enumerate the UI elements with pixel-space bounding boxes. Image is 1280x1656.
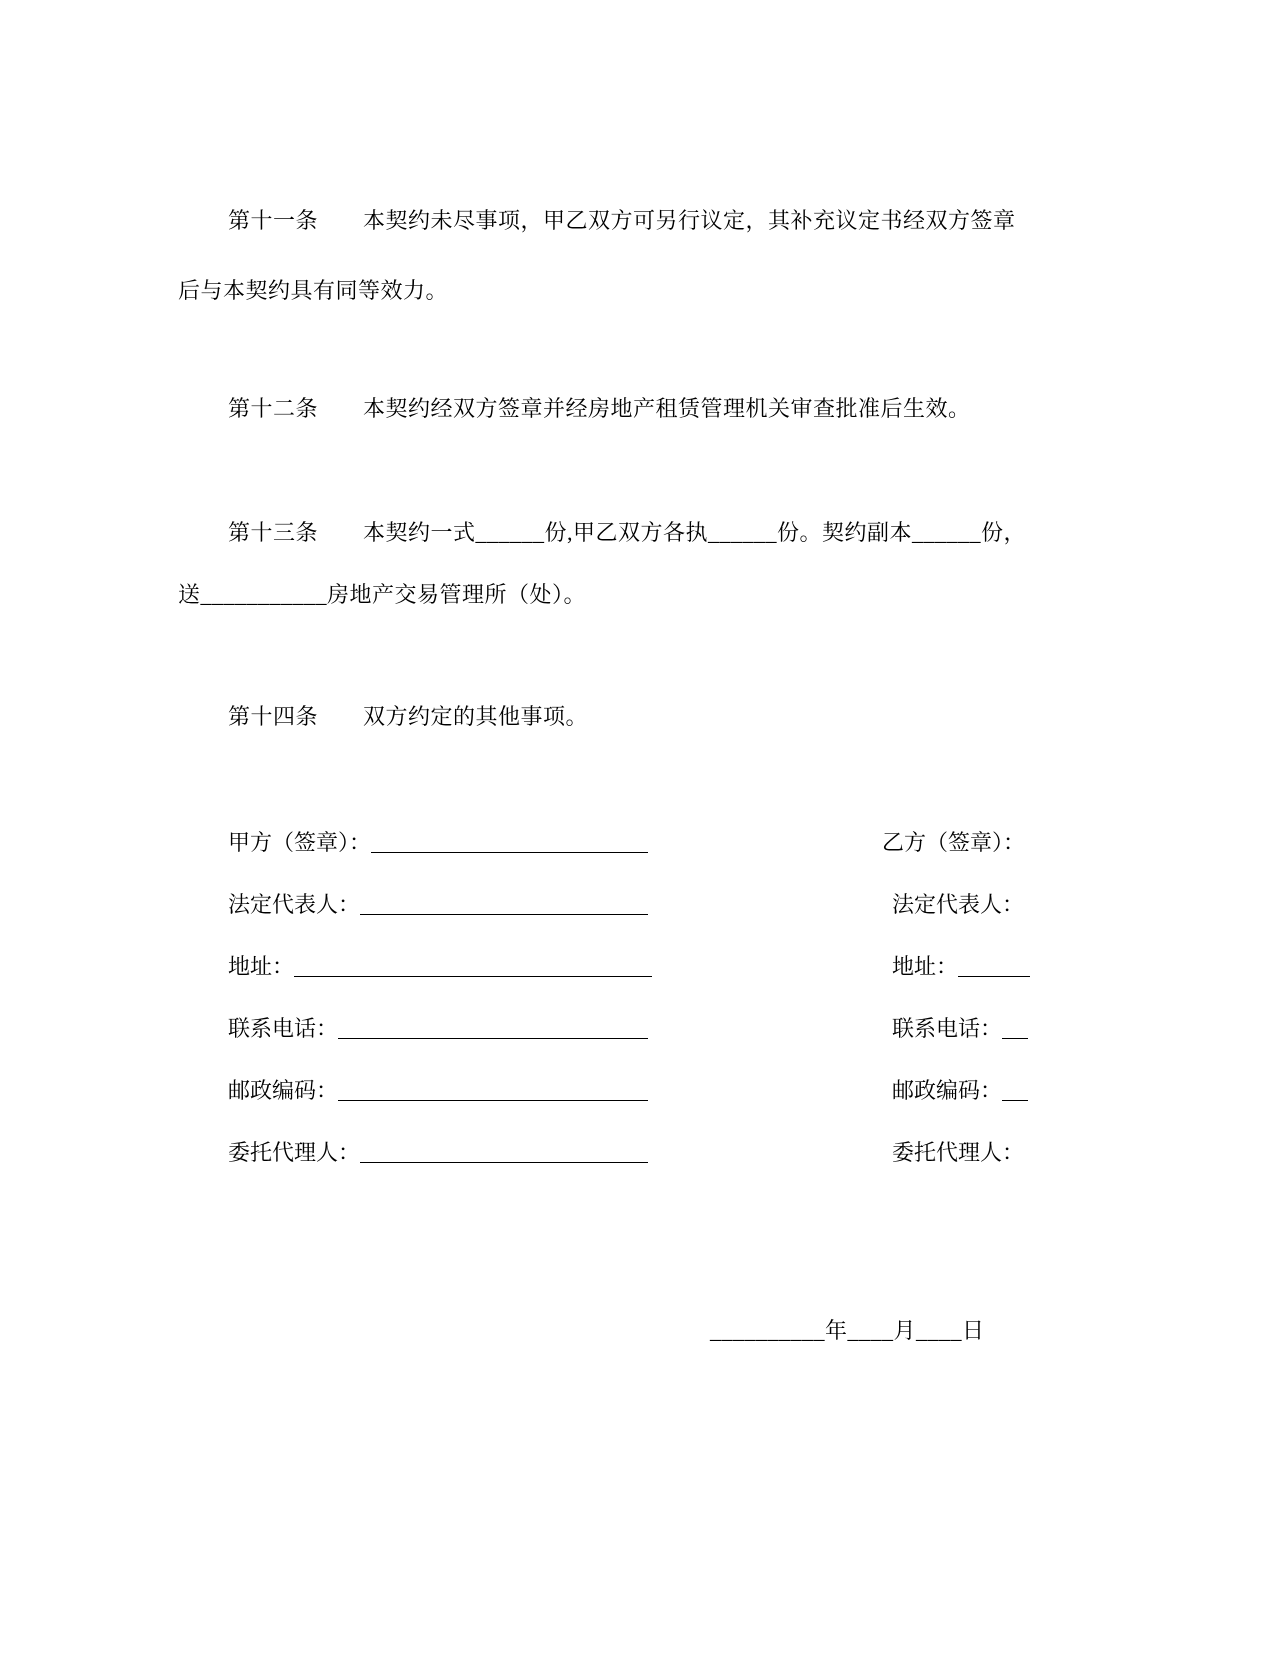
party-a-postal-code-row <box>228 1074 648 1105</box>
party-b-address-row <box>892 950 1030 981</box>
party-a-phone-row <box>228 1012 648 1043</box>
party-a-postal-code-blank-line <box>338 1100 648 1101</box>
party-a-legal-representative-blank-line <box>360 914 648 915</box>
clause-13-line-1: 第十三条 本契约一式______份,甲乙双方各执______份。契约副本______份， <box>228 520 1027 545</box>
clause-13-line-2: 送___________房地产交易管理所（处）。 <box>178 582 587 607</box>
party-a-agent-label: 委托代理人： <box>228 1140 361 1165</box>
clause-11-line-2: 后与本契约具有同等效力。 <box>178 278 449 303</box>
party-b-postal-code-row <box>892 1074 1028 1105</box>
party-a-phone-label: 联系电话： <box>228 1016 339 1041</box>
party-a-legal-representative-label: 法定代表人： <box>228 892 361 917</box>
party-b-phone-blank-line <box>1002 1038 1028 1039</box>
party-b-address-blank-line <box>958 976 1030 977</box>
party-b-legal-representative-row <box>892 888 1024 919</box>
party-b-legal-representative-label: 法定代表人： <box>892 892 1025 917</box>
party-b-agent-row <box>892 1136 1024 1167</box>
party-b-postal-code-label: 邮政编码： <box>892 1078 1003 1103</box>
party-b-signature-label: 乙方（签章）： <box>882 830 1026 855</box>
party-a-signature-row <box>228 826 648 857</box>
party-a-signature-blank-line <box>371 852 648 853</box>
party-a-postal-code-label: 邮政编码： <box>228 1078 339 1103</box>
party-b-phone-row <box>892 1012 1028 1043</box>
party-a-agent-blank-line <box>360 1162 648 1163</box>
clause-11-line-1: 第十一条 本契约未尽事项，甲乙双方可另行议定，其补充议定书经双方签章 <box>228 208 1016 233</box>
party-a-address-row <box>228 950 652 981</box>
date-line: __________年____月____日 <box>710 1318 985 1343</box>
party-b-postal-code-blank-line <box>1002 1100 1028 1101</box>
party-b-signature-row <box>882 826 1025 857</box>
party-b-agent-label: 委托代理人： <box>892 1140 1025 1165</box>
clause-12: 第十二条 本契约经双方签章并经房地产租赁管理机关审查批准后生效。 <box>228 396 971 421</box>
party-a-agent-row <box>228 1136 648 1167</box>
party-a-signature-label: 甲方（签章）： <box>228 830 372 855</box>
party-a-address-blank-line <box>294 976 652 977</box>
party-b-phone-label: 联系电话： <box>892 1016 1003 1041</box>
clause-14: 第十四条 双方约定的其他事项。 <box>228 704 589 729</box>
party-a-legal-representative-row <box>228 888 648 919</box>
party-a-address-label: 地址： <box>228 954 295 979</box>
party-a-phone-blank-line <box>338 1038 648 1039</box>
party-b-address-label: 地址： <box>892 954 959 979</box>
